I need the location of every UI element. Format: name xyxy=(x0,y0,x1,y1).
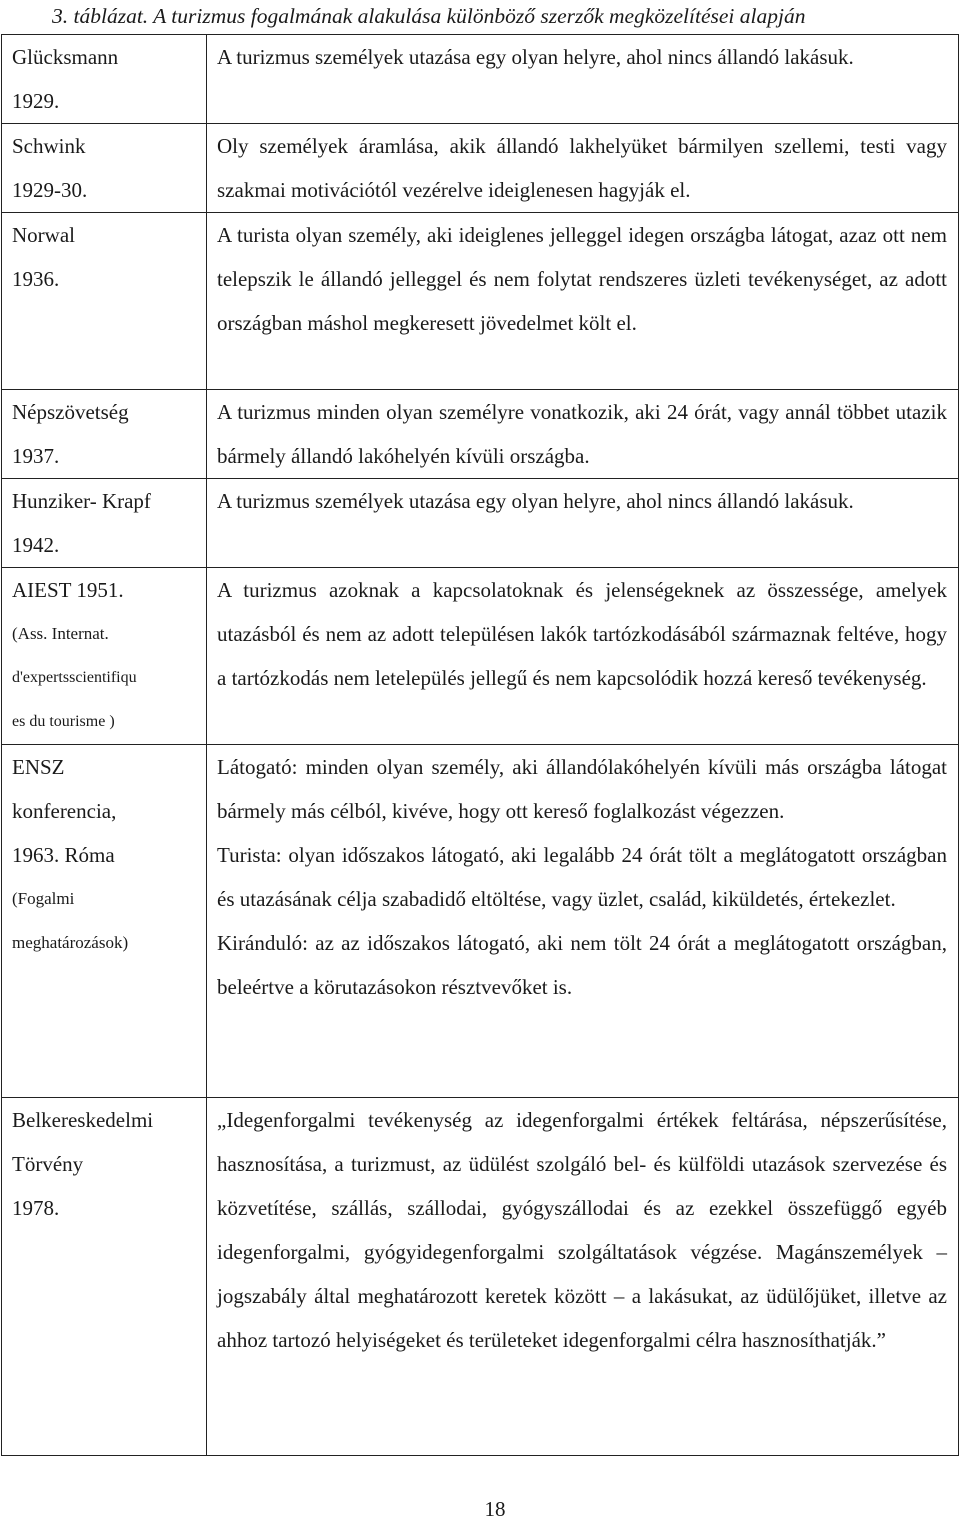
author-affiliation: d'expertsscientifiqu xyxy=(12,669,137,686)
author-affiliation: es du tourisme ) xyxy=(12,713,115,730)
definition-cell xyxy=(207,124,959,213)
table-row xyxy=(2,479,959,568)
definition-cell xyxy=(207,568,959,745)
author-cell xyxy=(2,390,207,479)
definition-text: A turizmus személyek utazása egy olyan helyre, ahol nincs állandó lakásuk. xyxy=(217,45,854,69)
author-name: Törvény xyxy=(12,1152,84,1176)
author-year: 1942. xyxy=(12,533,60,557)
author-name: Norwal xyxy=(12,223,75,247)
author-year: 1937. xyxy=(12,444,60,468)
table-row xyxy=(2,213,959,390)
tourism-definitions-table xyxy=(1,34,959,1456)
author-note: (Fogalmi xyxy=(12,889,75,908)
table-row xyxy=(2,1098,959,1456)
definition-cell xyxy=(207,479,959,568)
table-row xyxy=(2,35,959,124)
definition-cell xyxy=(207,745,959,1098)
definition-excursionist: Kiránduló: az az időszakos látogató, aki nem tölt 24 órát a meglátogatott országban, beleértve a körutazásokon résztvevőket is. xyxy=(217,931,947,999)
author-name: AIEST 1951. xyxy=(12,578,124,602)
author-affiliation-line xyxy=(12,612,182,656)
definition-cell xyxy=(207,35,959,124)
author-affiliation-part: (Ass. xyxy=(12,624,48,643)
table-row xyxy=(2,745,959,1098)
definition-text: A turizmus minden olyan személyre vonatkozik, aki 24 órát, vagy annál többet utazik bármely állandó lakóhelyén kívüli országba. xyxy=(217,400,947,468)
definition-cell xyxy=(207,1098,959,1456)
definition-cell xyxy=(207,213,959,390)
table-row xyxy=(2,390,959,479)
author-cell xyxy=(2,213,207,390)
author-name: Belkereskedelmi xyxy=(12,1108,154,1132)
definition-text: A turizmus azoknak a kapcsolatoknak és jelenségeknek az összessége, amelyek utazásból és nem az adott településen lakók tartózkodásából származnak feltéve, hogy a tartózkodás nem letelepülés jellegű és nem kapcsolódik hozzá kereső tevékenység. xyxy=(217,578,947,690)
definition-text: „Idegenforgalmi tevékenység az idegenforgalmi értékek feltárása, népszerűsítése, hasznosítása, a turizmust, az üdülést szolgáló bel- és külföldi utazások szervezése és közvetítése, szállás, szállodai, gyógyszállodai és az ezekkel összefüggő egyéb idegenforgalmi, gyógyidegenforgalmi szolgáltatások végzése. Magánszemélyek – jogszabály által meghatározott keretek között – a lakásukat, az üdülőjüket, illetve az ahhoz tartozó helyiségeket és területeket idegenforgalmi célra hasznosíthatják.” xyxy=(217,1108,947,1352)
definition-text: A turizmus személyek utazása egy olyan helyre, ahol nincs állandó lakásuk. xyxy=(217,489,854,513)
author-cell xyxy=(2,1098,207,1456)
table-caption: 3. táblázat. A turizmus fogalmának alakulása különböző szerzők megközelítései alapján xyxy=(52,4,806,28)
author-cell xyxy=(2,568,207,745)
author-year: 1936. xyxy=(12,267,60,291)
author-name: ENSZ xyxy=(12,755,65,779)
author-year: 1929-30. xyxy=(12,178,88,202)
author-name: Schwink xyxy=(12,134,86,158)
definition-text: A turista olyan személy, aki ideiglenes jelleggel idegen országba látogat, azaz ott nem telepszik le állandó jelleggel és nem folytat rendszeres üzleti tevékenységet, az adott országban máshol megkeresett jövedelmet költ el. xyxy=(217,223,947,335)
definition-visitor: Látogató: minden olyan személy, aki állandólakóhelyén kívüli más országba látogat bármely más célból, kivéve, hogy ott kereső foglalkozást végezzen. xyxy=(217,755,947,823)
author-cell xyxy=(2,35,207,124)
author-name: konferencia, xyxy=(12,799,117,823)
author-affiliation-part: Internat. xyxy=(51,624,109,643)
table-row xyxy=(2,568,959,745)
author-name: Glücksmann xyxy=(12,45,119,69)
author-cell xyxy=(2,745,207,1098)
author-name: Hunziker- Krapf xyxy=(12,489,151,513)
author-cell xyxy=(2,124,207,213)
definition-cell xyxy=(207,390,959,479)
definition-text: Oly személyek áramlása, akik állandó lakhelyüket bármilyen szellemi, testi vagy szakmai motivációtól vezérelve ideiglenesen hagyják el. xyxy=(217,134,947,202)
author-year: 1929. xyxy=(12,89,60,113)
author-note: meghatározások) xyxy=(12,933,129,952)
definition-tourist: Turista: olyan időszakos látogató, aki legalább 24 órát tölt a meglátogatott országban és utazásának célja szabadidő eltöltése, vagy üzlet, család, kiküldetés, értekezlet. xyxy=(217,843,947,911)
table-row xyxy=(2,124,959,213)
author-year: 1978. xyxy=(12,1196,60,1220)
author-cell xyxy=(2,479,207,568)
author-name: Népszövetség xyxy=(12,400,129,424)
page-number: 18 xyxy=(484,1497,506,1521)
author-year: 1963. Róma xyxy=(12,843,115,867)
